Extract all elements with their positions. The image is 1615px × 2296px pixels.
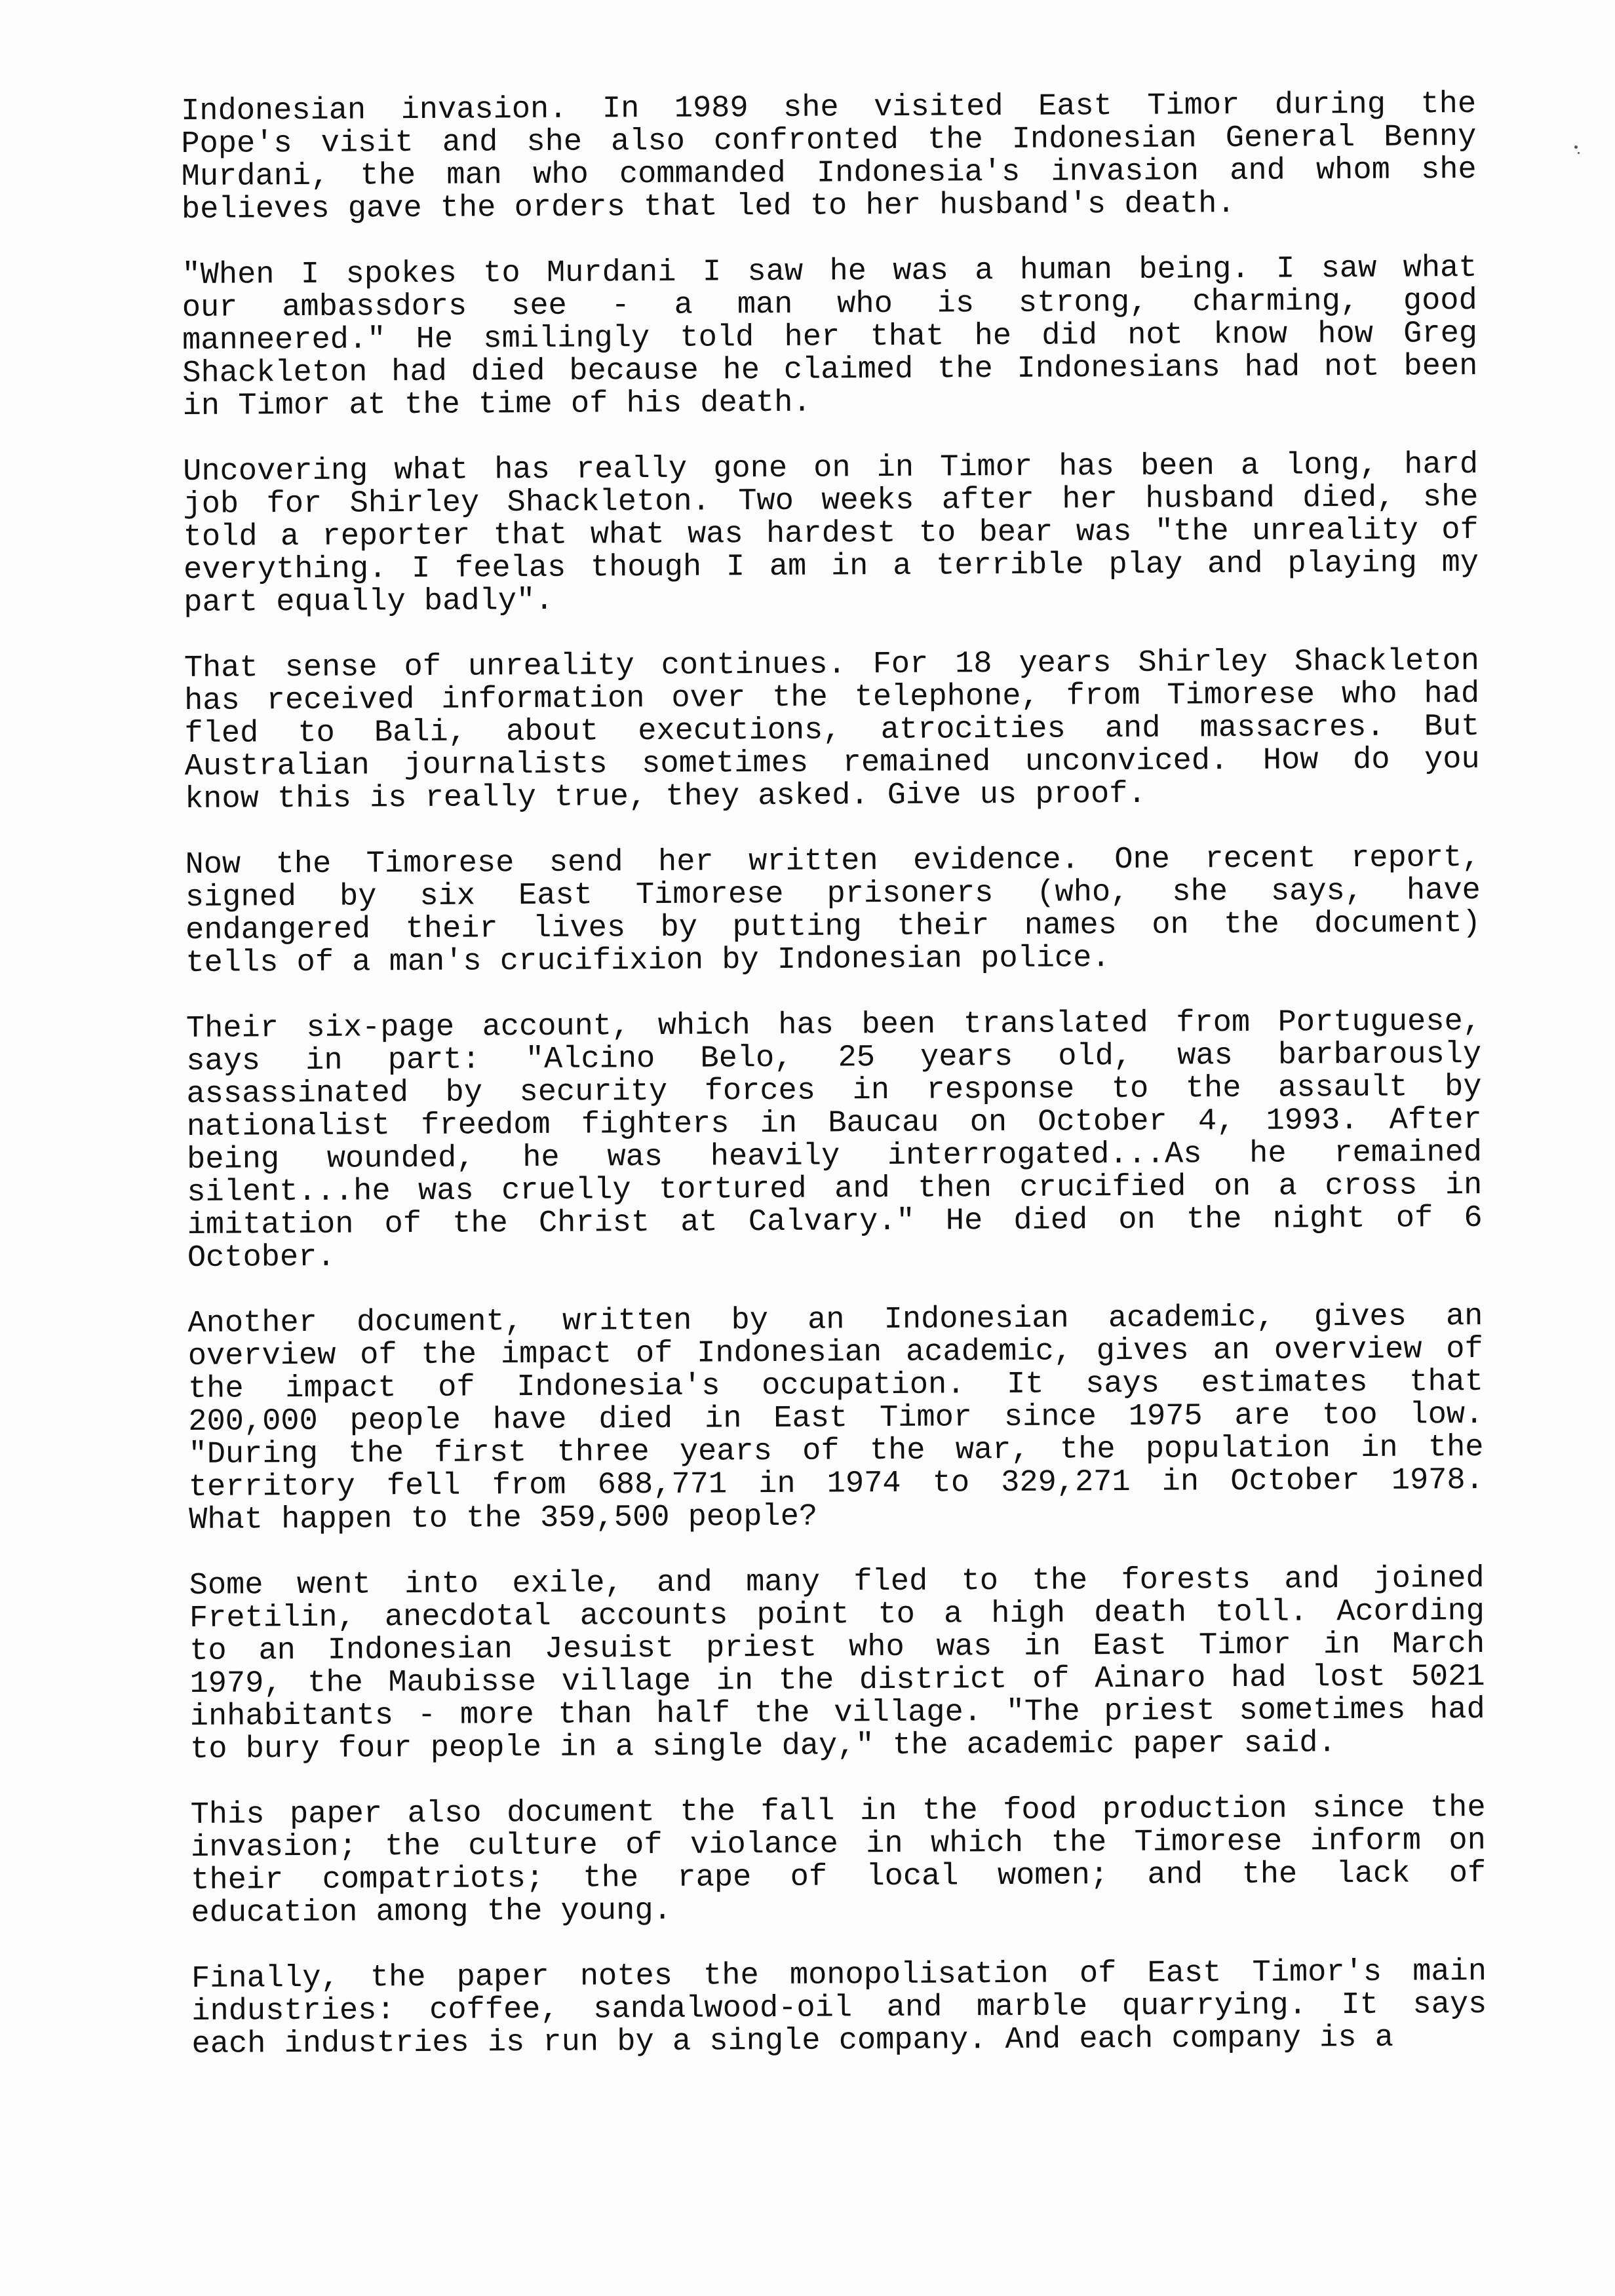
text-line: invasion; the culture of violance in which the Timorese inform on: [190, 1823, 1487, 1866]
text-line: has received information over the telephone, from Timorese who had: [184, 676, 1480, 719]
text-line: "During the first three years of the war, the population in the: [188, 1430, 1484, 1472]
text-line: October.: [187, 1240, 336, 1276]
text-line: says in part: "Alcino Belo, 25 years old, was barbarously: [186, 1037, 1482, 1079]
text-line: Now the Timorese send her written evidence. One recent report,: [185, 840, 1481, 883]
paragraph: [191, 1792, 1487, 1930]
text-line: Australian journalists sometimes remained unconviced. How do you: [184, 742, 1480, 784]
text-line: silent...he was cruelly tortured and then crucified on a cross in: [187, 1168, 1483, 1210]
paragraph: [185, 842, 1481, 980]
text-line: nationalist freedom fighters in Baucau on October 4, 1993. After: [186, 1102, 1482, 1145]
text-line: Indonesian invasion. In 1989 she visited East Timor during the: [180, 86, 1477, 129]
paragraph: [189, 1563, 1486, 1767]
text-line: "When I spokes to Murdani I saw he was a human being. I saw what: [182, 250, 1477, 293]
text-line: That sense of unreality continues. For 18 years Shirley Shackleton: [184, 643, 1480, 686]
document-body: [181, 88, 1487, 2094]
paragraph: [182, 252, 1477, 423]
text-line: to bury four people in a single day," the academic paper said.: [189, 1726, 1336, 1767]
text-line: Another document, written by an Indonesian academic, gives an: [187, 1299, 1483, 1341]
text-line: overview of the impact of Indonesian academic, gives an overview of: [187, 1331, 1483, 1374]
text-line: believes gave the orders that led to her husband's death.: [181, 187, 1236, 227]
text-line: our ambassdors see - a man who is strong, charming, good: [182, 283, 1477, 326]
text-line: education among the young.: [191, 1893, 672, 1931]
text-line: each industries is run by a single company. And each company is a: [191, 2020, 1394, 2062]
text-line: Their six-page account, which has been translated from Portuguese,: [185, 1004, 1482, 1046]
text-line: tells of a man's crucifixion by Indonesian police.: [185, 941, 1110, 981]
text-line: the impact of Indonesia's occupation. It says estimates that: [187, 1364, 1484, 1407]
text-line: to an Indonesian Jesuist priest who was in East Timor in March: [189, 1626, 1485, 1669]
text-line: told a reporter that what was hardest to bear was "the unreality of: [183, 512, 1479, 555]
text-line: know this is really true, they asked. Give us proof.: [184, 776, 1146, 817]
text-line: job for Shirley Shackleton. Two weeks after her husband died, she: [183, 480, 1479, 522]
text-line: part equally badly".: [184, 583, 554, 621]
paragraph: [186, 1006, 1483, 1275]
text-line: Shackleton had died because he claimed the Indonesians had not been: [182, 349, 1478, 391]
text-line: 1979, the Maubisse village in the district of Ainaro had lost 5021: [189, 1659, 1485, 1702]
text-line: Murdani, the man who commanded Indonesia's invasion and whom she: [181, 152, 1477, 195]
text-line: What happen to the 359,500 people?: [188, 1499, 818, 1538]
paragraph: [184, 645, 1480, 816]
text-line: This paper also document the fall in the food production since the: [190, 1790, 1486, 1833]
text-line: fled to Bali, about executions, atrocities and massacres. But: [184, 709, 1480, 752]
text-line: industries: coffee, sandalwood-oil and marble quarrying. It says: [191, 1987, 1487, 2029]
text-line: assassinated by security forces in response to the assault by: [186, 1069, 1482, 1112]
text-line: everything. I feelas though I am in a terrible play and playing my: [183, 545, 1479, 588]
text-line: their compatriots; the rape of local women; and the lack of: [191, 1856, 1487, 1898]
text-line: Pope's visit and she also confronted the Indonesian General Benny: [181, 119, 1477, 162]
text-line: 200,000 people have died in East Timor since 1975 are too low.: [188, 1397, 1484, 1440]
text-line: Fretilin, anecdotal accounts point to a high death toll. Acording: [189, 1594, 1485, 1636]
text-line: Finally, the paper notes the monopolisation of East Timor's main: [191, 1954, 1487, 1997]
text-line: in Timor at the time of his death.: [182, 385, 811, 424]
text-line: being wounded, he was heavily interrogated...As he remained: [186, 1135, 1483, 1177]
text-line: territory fell from 688,771 in 1974 to 329,271 in October 1978.: [188, 1463, 1484, 1505]
paragraph: [181, 88, 1477, 227]
text-line: imitation of the Christ at Calvary." He died on the night of 6: [187, 1200, 1483, 1243]
text-line: inhabitants - more than half the village. "The priest sometimes had: [189, 1692, 1485, 1734]
text-line: signed by six East Timorese prisoners (who, she says, have: [185, 873, 1481, 915]
scan-speck: [1574, 145, 1578, 149]
scan-speck: [1578, 152, 1580, 154]
text-line: Some went into exile, and many fled to the forests and joined: [189, 1561, 1485, 1603]
paragraph: [191, 1956, 1487, 2061]
text-line: manneered." He smilingly told her that he did not know how Greg: [182, 316, 1478, 358]
text-line: Uncovering what has really gone on in Timor has been a long, hard: [183, 447, 1479, 489]
text-line: endangered their lives by putting their names on the document): [185, 906, 1481, 948]
paragraph: [187, 1301, 1484, 1537]
paragraph: [183, 449, 1479, 620]
